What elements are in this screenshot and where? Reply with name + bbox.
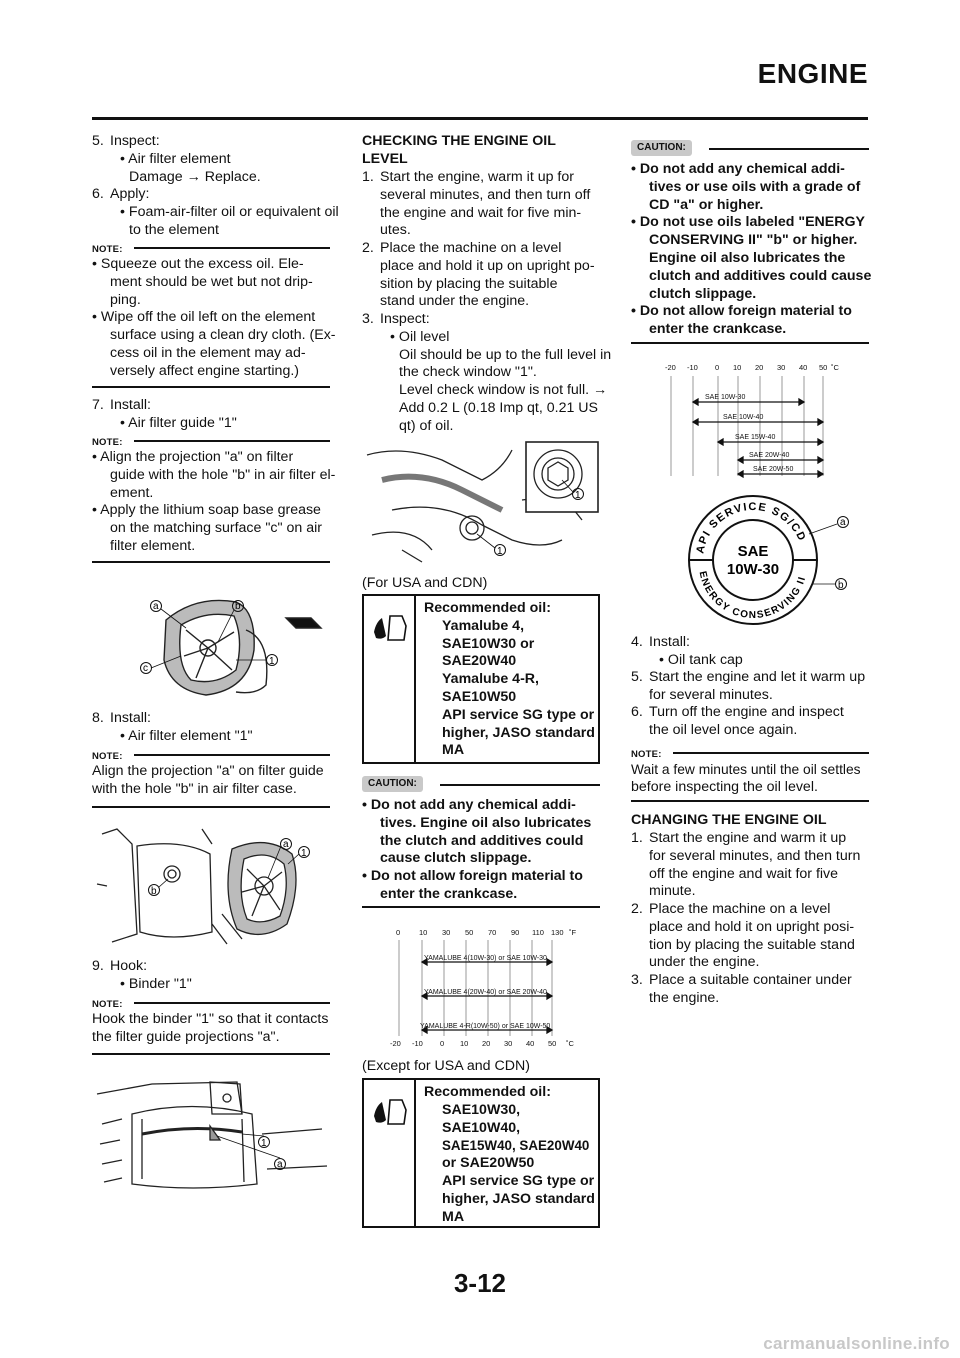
- caution-text: • Do not allow foreign material to: [631, 303, 852, 320]
- note-label: NOTE:: [92, 437, 123, 448]
- step-text: minute.: [649, 883, 696, 900]
- spec-line: SAE20W40: [442, 653, 517, 670]
- caution-text: the clutch and additives could: [380, 832, 584, 849]
- step-text: Add 0.2 L (0.18 Imp qt, 0.21 US: [399, 399, 599, 416]
- tick-label-f: 30: [442, 928, 451, 937]
- note-text: filter element.: [110, 537, 196, 554]
- figure-callout: 1: [261, 1138, 267, 1149]
- spec-line: higher, JASO standard: [442, 1190, 595, 1207]
- spec-line: SAE10W40,: [442, 1119, 521, 1136]
- spec-line: SAE10W50: [442, 688, 517, 705]
- except-usa-cdn-label: (Except for USA and CDN): [362, 1058, 530, 1074]
- oil-viscosity-chart-other: [659, 358, 869, 480]
- page-header-title: ENGINE: [757, 58, 868, 89]
- step-number: 4.: [631, 634, 643, 650]
- badge-bottom-text: ENERGY CONSERVING II: [696, 570, 809, 621]
- step-text: place and hold it up on upright po-: [380, 257, 595, 274]
- caution-label: CAUTION:: [362, 776, 423, 792]
- step-number: 3.: [631, 972, 643, 988]
- note-text: cess oil in the element may ad-: [110, 344, 306, 361]
- step-7: [92, 397, 330, 433]
- step-text: • Air filter guide "1": [120, 414, 237, 431]
- figure-callout: a: [277, 1159, 283, 1170]
- step-number: 8.: [92, 710, 104, 726]
- page-number: 3-12: [453, 1268, 507, 1298]
- oil-step-6: [631, 704, 869, 740]
- step-number: 1.: [631, 830, 643, 846]
- note-text: ement.: [110, 484, 154, 501]
- spec-line: higher, JASO standard: [442, 724, 595, 741]
- tick-label-c: 20: [755, 363, 764, 372]
- figure-callout: c: [143, 663, 148, 674]
- tick-label-c: -10: [687, 363, 698, 372]
- note-text: Hook the binder "1" so that it contacts: [92, 1011, 329, 1027]
- note-text: • Align the projection "a" on filter: [92, 449, 294, 465]
- viscosity-bar-label: YAMALUBE 4(10W-30) or SAE 10W-30: [424, 955, 547, 962]
- tick-label-c: ˚C: [566, 1039, 574, 1048]
- spec-text: [424, 1084, 594, 1226]
- oil-level-window-figure: [362, 440, 600, 565]
- step-6: [92, 186, 339, 239]
- step-text: qt) of oil.: [399, 417, 454, 434]
- step-text: sition by placing the suitable: [380, 275, 558, 292]
- note-text: Wait a few minutes until the oil settles: [631, 762, 861, 777]
- caution-text: CD "a" or higher.: [649, 196, 764, 213]
- step-text: place and hold it on upright posi-: [649, 918, 855, 935]
- check-step-3: [362, 311, 612, 436]
- note-text: before inspecting the oil level.: [631, 778, 818, 795]
- caution-text: • Do not add any chemical addi-: [362, 797, 576, 813]
- note-label: NOTE:: [92, 244, 123, 255]
- step-number: 3.: [362, 311, 374, 327]
- oil-can-icon-cell: [364, 596, 416, 762]
- note-text: versely affect engine starting.): [110, 362, 300, 379]
- step-text: tion by placing the suitable stand: [649, 936, 855, 953]
- step-number: 7.: [92, 397, 104, 413]
- tick-label-c: 50: [819, 363, 828, 372]
- recommended-oil-spec-box-other: [362, 1078, 600, 1228]
- note-text: surface using a clean dry cloth. (Ex-: [110, 327, 336, 344]
- step-text: under the engine.: [649, 954, 760, 971]
- step-text: Inspect:: [110, 133, 160, 149]
- tick-label-c: 0: [715, 363, 720, 372]
- tick-label-c: 10: [460, 1039, 469, 1048]
- spec-line: Yamalube 4,: [442, 617, 525, 634]
- spec-line: MA: [442, 1208, 465, 1225]
- caution-text: clutch slippage.: [649, 285, 757, 302]
- oil-step-5: [631, 669, 869, 705]
- oil-drop-icon: [364, 1090, 416, 1130]
- oil-step-4: [631, 634, 869, 670]
- spec-text: [424, 600, 594, 760]
- spec-line: SAE10W30,: [442, 1101, 521, 1118]
- tick-label-f: 70: [488, 928, 497, 937]
- note-text: the filter guide projections "a".: [92, 1028, 280, 1045]
- check-step-2: [362, 240, 600, 311]
- change-step-2: [631, 901, 869, 972]
- tick-label-f: 50: [465, 928, 474, 937]
- viscosity-bar-label: SAE 20W-50: [753, 466, 794, 473]
- caution-text: cause clutch slippage.: [380, 850, 532, 867]
- tick-label-c: 40: [526, 1039, 535, 1048]
- caution-text: enter the crankcase.: [649, 321, 787, 338]
- note-header: [92, 996, 330, 1008]
- note-rule: [134, 754, 330, 756]
- step-text: • Binder "1": [120, 975, 192, 992]
- step-9: [92, 958, 330, 994]
- step-text: Install:: [649, 634, 691, 650]
- caution-text: tives or use oils with a grade of: [649, 178, 861, 195]
- change-step-1: [631, 830, 869, 901]
- note-rule: [134, 247, 330, 249]
- note-label: NOTE:: [92, 999, 123, 1010]
- figure-callout: 1: [575, 490, 581, 501]
- step-text: for several minutes, and then turn: [649, 847, 861, 864]
- spec-line: SAE10W30 or: [442, 635, 535, 652]
- binder-figure: [92, 1074, 330, 1192]
- spec-line: Yamalube 4-R,: [442, 671, 539, 688]
- spec-line: Recommended oil:: [424, 1084, 551, 1100]
- figure-callout: a: [283, 839, 289, 850]
- note-end-rule: [631, 800, 869, 802]
- step-text: • Oil level: [390, 328, 450, 345]
- tick-label-c: 40: [799, 363, 808, 372]
- figure-callout: a: [840, 517, 846, 528]
- step-text: Hook:: [110, 958, 148, 974]
- note-2-body: [92, 449, 336, 556]
- figure-callout: b: [151, 886, 157, 897]
- tick-label-c: 50: [548, 1039, 557, 1048]
- step-text: • Oil tank cap: [659, 651, 743, 668]
- step-number: 9.: [92, 958, 104, 974]
- step-text: Install:: [110, 397, 152, 413]
- note-text: guide with the hole "b" in air filter el-: [110, 466, 336, 483]
- figure-callout: b: [235, 601, 241, 612]
- spec-line: API service SG type or: [442, 706, 595, 723]
- step-text: the engine and wait for five min-: [380, 204, 582, 221]
- step-text: • Air filter element: [120, 150, 231, 167]
- header-rule: [92, 117, 868, 120]
- note-text: ment should be wet but not drip-: [110, 273, 313, 290]
- step-text: several minutes, and then turn off: [380, 186, 591, 203]
- viscosity-bar-label: SAE 10W-40: [723, 414, 764, 421]
- tick-label-c: 30: [777, 363, 786, 372]
- caution-text: Engine oil also lubricates the: [649, 249, 846, 266]
- step-text: Oil should be up to the full level in: [399, 346, 612, 363]
- step-text: • Air filter element "1": [120, 727, 253, 744]
- step-text: the check window "1".: [399, 364, 537, 381]
- note-4-body: [92, 1011, 330, 1047]
- figure-callout: a: [153, 601, 159, 612]
- caution-label: CAUTION:: [631, 140, 692, 156]
- note-rule: [134, 440, 330, 442]
- note-text: Align the projection "a" on filter guide: [92, 763, 324, 779]
- step-text: Level check window is not full. →: [399, 382, 608, 399]
- step-text: stand under the engine.: [380, 293, 530, 310]
- step-text: off the engine and wait for five: [649, 865, 839, 882]
- step-text: Damage → Replace.: [129, 168, 261, 185]
- spec-line: MA: [442, 742, 465, 759]
- caution-text: tives. Engine oil also lubricates: [380, 814, 592, 831]
- note-header: [631, 746, 869, 758]
- section-heading-change-oil: CHANGING THE ENGINE OIL: [631, 812, 827, 828]
- tick-label-f: 90: [511, 928, 520, 937]
- tick-label-f: 130: [551, 928, 564, 937]
- step-number: 5.: [631, 669, 643, 685]
- step-text: the oil level once again.: [649, 721, 798, 738]
- note-header: [92, 241, 330, 253]
- oil-drop-icon: [364, 606, 416, 646]
- note-text: on the matching surface "c" on air: [110, 520, 322, 537]
- tick-label-c: ˚C: [831, 363, 839, 372]
- step-text: the engine.: [649, 989, 720, 1006]
- note-text: • Wipe off the oil left on the element: [92, 309, 316, 326]
- section-heading-check-oil: [362, 133, 600, 169]
- step-text: utes.: [380, 222, 411, 239]
- caution-text: enter the crankcase.: [380, 885, 518, 902]
- step-text: Start the engine and warm it up: [649, 830, 847, 846]
- watermark: carmanualsonline.info: [763, 1334, 950, 1353]
- caution-text: • Do not use oils labeled "ENERGY: [631, 214, 866, 231]
- tick-label-c: 0: [440, 1039, 445, 1048]
- step-number: 2.: [362, 240, 374, 256]
- step-text: Start the engine, warm it up for: [380, 169, 574, 185]
- note-text: ping.: [110, 291, 141, 308]
- step-text: Inspect:: [380, 311, 430, 327]
- tick-label-c: -20: [390, 1039, 401, 1048]
- caution-body: [362, 797, 600, 904]
- caution-text: CONSERVING II" "b" or higher.: [649, 232, 858, 249]
- figure-callout: b: [838, 580, 844, 591]
- step-8: [92, 710, 330, 746]
- air-filter-guide-figure: [136, 590, 326, 700]
- note-1-body: [92, 256, 336, 381]
- spec-line: API service SG type or: [442, 1172, 595, 1189]
- tick-label-f: ˚F: [569, 928, 577, 937]
- air-filter-element-figure: [92, 824, 330, 949]
- note-label: NOTE:: [92, 751, 123, 762]
- step-text: to the element: [129, 221, 219, 238]
- heading-text: CHECKING THE ENGINE OIL: [362, 133, 556, 149]
- step-number: 2.: [631, 901, 643, 917]
- note-text: • Squeeze out the excess oil. Ele-: [92, 256, 304, 272]
- caution-header: [362, 776, 600, 792]
- step-text: Start the engine and let it warm up: [649, 669, 866, 685]
- figure-callout: 1: [497, 546, 503, 557]
- step-text: Turn off the engine and inspect: [649, 704, 844, 720]
- tick-label-f: 0: [396, 928, 401, 937]
- caution-rule: [709, 148, 869, 150]
- api-service-badge-figure: [681, 490, 871, 630]
- note-end-rule: [92, 806, 330, 808]
- heading-text: LEVEL: [362, 150, 408, 167]
- recommended-oil-spec-box-usa: [362, 594, 600, 764]
- tick-label-c: -20: [665, 363, 676, 372]
- note-text: with the hole "b" in air filter case.: [92, 780, 297, 797]
- step-text: Install:: [110, 710, 152, 726]
- badge-top-text: API SERVICE SG/CD: [694, 500, 809, 555]
- viscosity-bar-label: YAMALUBE 4(20W-40) or SAE 20W-40: [424, 989, 547, 996]
- check-step-1: [362, 169, 600, 240]
- tick-label-f: 10: [419, 928, 428, 937]
- oil-can-icon-cell: [364, 1080, 416, 1226]
- step-text: • Foam-air-filter oil or equivalent oil: [120, 203, 339, 220]
- tick-label-f: 110: [532, 928, 544, 937]
- figure-callout: 1: [301, 848, 307, 859]
- tick-label-c: 10: [733, 363, 742, 372]
- step-5: [92, 133, 330, 186]
- step-text: for several minutes.: [649, 686, 773, 703]
- caution-text: clutch and additives could cause: [649, 267, 872, 284]
- note-rule: [673, 752, 869, 754]
- tick-label-c: -10: [412, 1039, 423, 1048]
- note-end-rule: [92, 386, 330, 388]
- note-end-rule: [92, 561, 330, 563]
- step-number: 6.: [631, 704, 643, 720]
- usa-cdn-label: (For USA and CDN): [362, 575, 488, 591]
- step-number: 5.: [92, 133, 104, 149]
- spec-line: SAE15W40, SAE20W40: [442, 1138, 590, 1154]
- spec-line: Recommended oil:: [424, 600, 551, 616]
- figure-callout: 1: [269, 656, 275, 667]
- viscosity-bar-label: YAMALUBE 4-R(10W-50) or SAE 10W-50: [420, 1023, 551, 1030]
- note-header: [92, 748, 330, 760]
- oil-viscosity-chart-usa: [382, 922, 592, 1050]
- step-text: Place the machine on a level: [380, 240, 562, 256]
- tick-label-c: 30: [504, 1039, 513, 1048]
- caution-header: [631, 140, 869, 156]
- note-end-rule: [92, 1053, 330, 1055]
- step-text: Apply:: [110, 186, 150, 202]
- tick-label-c: 20: [482, 1039, 491, 1048]
- caution-text: • Do not add any chemical addi-: [631, 161, 845, 177]
- viscosity-bar-label: SAE 15W-40: [735, 434, 776, 441]
- spec-line: or SAE20W50: [442, 1155, 535, 1172]
- caution-end-rule: [362, 906, 600, 908]
- step-number: 6.: [92, 186, 104, 202]
- badge-center-line1: SAE: [737, 543, 769, 560]
- note-header: [92, 434, 330, 446]
- change-step-3: [631, 972, 869, 1008]
- step-number: 1.: [362, 169, 374, 185]
- step-text: Place a suitable container under: [649, 972, 852, 988]
- caution-body: [631, 161, 872, 339]
- note-rule: [134, 1002, 330, 1004]
- note-label: NOTE:: [631, 749, 662, 760]
- badge-center-line2: 10W-30: [726, 561, 780, 578]
- note-3-body: [92, 763, 330, 799]
- step-text: Place the machine on a level: [649, 901, 831, 917]
- viscosity-bar-label: SAE 10W-30: [705, 394, 746, 401]
- caution-rule: [440, 784, 600, 786]
- caution-end-rule: [631, 342, 869, 344]
- note-body: [631, 761, 869, 797]
- note-text: • Apply the lithium soap base grease: [92, 502, 321, 519]
- caution-text: • Do not allow foreign material to: [362, 868, 583, 885]
- viscosity-bar-label: SAE 20W-40: [749, 452, 790, 459]
